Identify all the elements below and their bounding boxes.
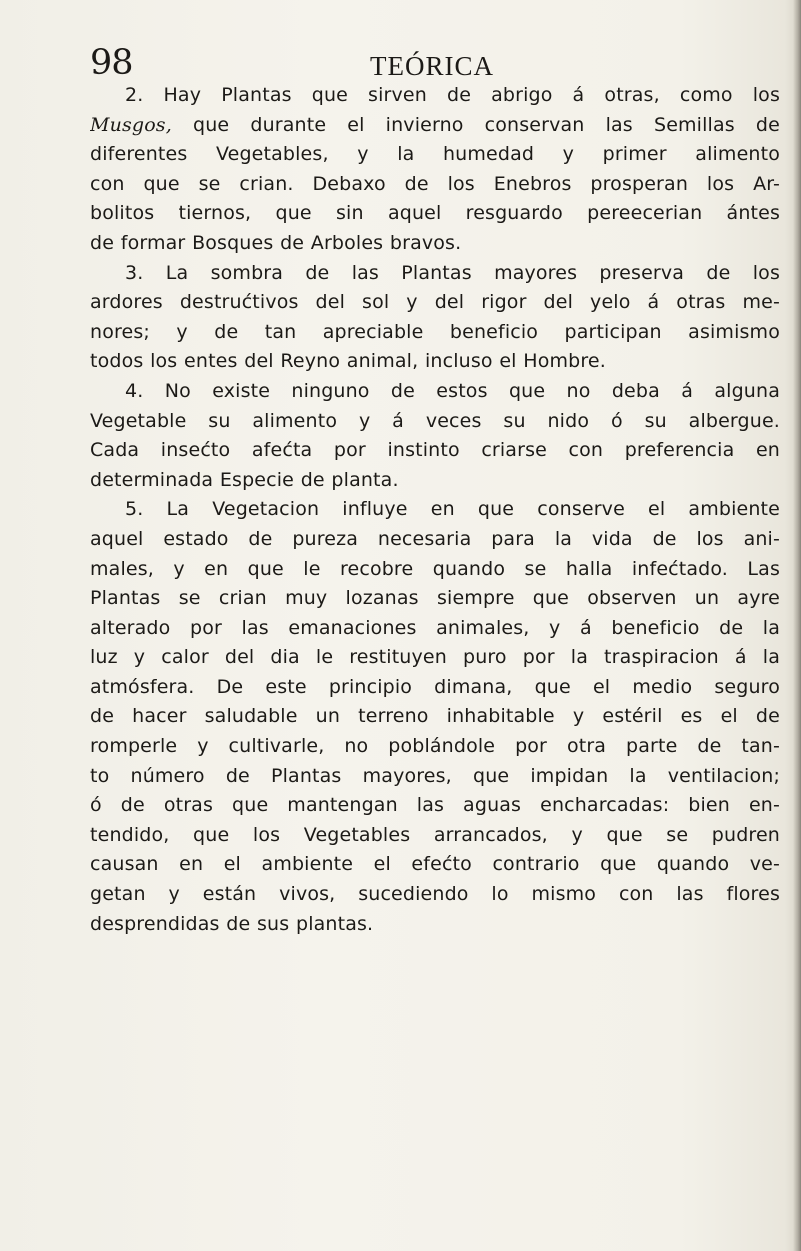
text-line: 3. La sombra de las Plantas mayores preserva de los bbox=[125, 261, 780, 284]
text-line: to número de Plantas mayores, que impidan la ventilacion; bbox=[90, 764, 780, 787]
text-line: diferentes Vegetables, y la humedad y primer alimento bbox=[90, 143, 780, 166]
text-line: atmósfera. De este principio dimana, que el medio seguro bbox=[90, 675, 780, 698]
text-line: 2. Hay Plantas que sirven de abrigo á otras, como los bbox=[125, 84, 780, 106]
running-title: TEÓRICA bbox=[370, 51, 494, 81]
text-line: romperle y cultivarle, no poblándole por otra parte de tan- bbox=[90, 735, 780, 758]
text-line: getan y están vivos, sucediendo lo mismo con las flores bbox=[90, 883, 780, 906]
text-line: alterado por las emanaciones animales, y á beneficio de la bbox=[90, 616, 780, 639]
text-line: de hacer saludable un terreno inhabitable y estéril es el de bbox=[90, 705, 780, 728]
text-segment: que durante el invierno conservan las Semillas de bbox=[171, 113, 780, 136]
text-line: desprendidas de sus plantas. bbox=[90, 912, 374, 935]
text-line: 5. La Vegetacion influye en que conserve el ambiente bbox=[125, 498, 780, 521]
text-line: Vegetable su alimento y á veces su nido ó su albergue. bbox=[90, 409, 780, 432]
text-line: nores; y de tan apreciable beneficio participan asimismo bbox=[90, 320, 780, 343]
text-line: todos los entes del Reyno animal, incluso el Hombre. bbox=[90, 350, 606, 373]
text-line: males, y en que le recobre quando se halla infećtado. Las bbox=[90, 557, 780, 580]
text-line: ó de otras que mantengan las aguas encharcadas: bien en- bbox=[90, 794, 780, 817]
text-line: de formar Bosques de Arboles bravos. bbox=[90, 231, 462, 254]
text-line: tendido, que los Vegetables arrancados, y que se pudren bbox=[90, 823, 780, 846]
text-line: luz y calor del dia le restituyen puro por la traspiracion á la bbox=[90, 646, 780, 669]
text-line: determinada Especie de planta. bbox=[90, 468, 399, 491]
text-line: Plantas se crian muy lozanas siempre que observen un ayre bbox=[90, 587, 780, 610]
page-edge-shadow bbox=[793, 0, 801, 1251]
text-line: ardores destrućtivos del sol y del rigor del yelo á otras me- bbox=[90, 291, 780, 314]
body-text bbox=[90, 81, 780, 939]
text-line: 4. No existe ninguno de estos que no deba á alguna bbox=[125, 379, 780, 402]
text-line: aquel estado de pureza necesaria para la vida de los ani- bbox=[90, 527, 780, 550]
italic-term: Musgos, bbox=[90, 113, 172, 136]
text-line: con que se crian. Debaxo de los Enebros prosperan los Ar- bbox=[90, 172, 780, 195]
text-line: causan en el ambiente el efećto contrario que quando ve- bbox=[90, 853, 780, 876]
page-number: 98 bbox=[90, 43, 133, 83]
text-line: bolitos tiernos, que sin aquel resguardo pereecerian ántes bbox=[90, 202, 780, 225]
text-line bbox=[90, 111, 780, 141]
text-line: Cada insećto afećta por instinto criarse con preferencia en bbox=[90, 439, 780, 462]
